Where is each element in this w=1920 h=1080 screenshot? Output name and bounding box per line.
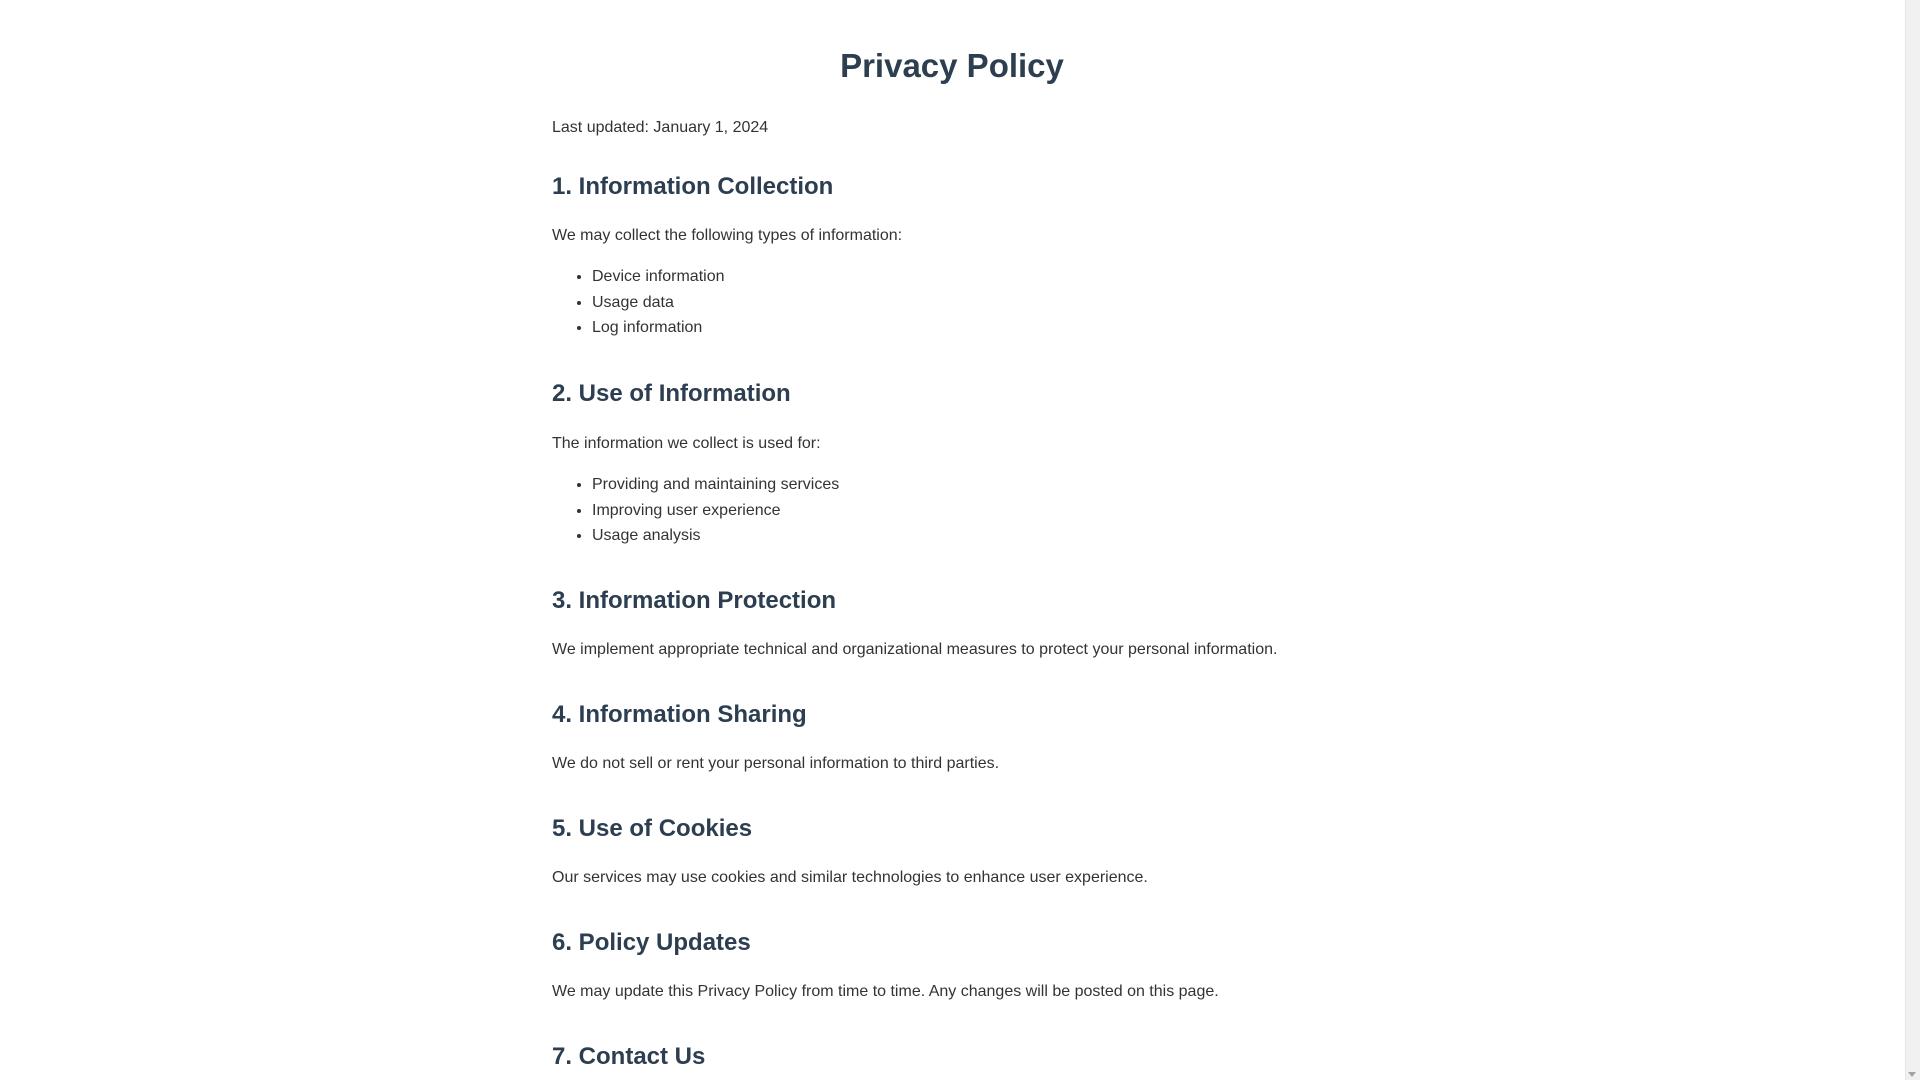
section-text: We may update this Privacy Policy from time to time. Any changes will be posted on this page. bbox=[552, 983, 1219, 1000]
section-policy-updates bbox=[552, 928, 1352, 1018]
list-item: • Device information bbox=[592, 264, 725, 290]
section-heading: 2. Use of Information bbox=[552, 380, 791, 407]
section-text: The information we collect is used for: bbox=[552, 435, 821, 452]
vertical-scrollbar[interactable] bbox=[1905, 0, 1920, 1080]
section-text: We may collect the following types of information: bbox=[552, 227, 903, 244]
section-list bbox=[552, 472, 839, 549]
section-text: We do not sell or rent your personal information to third parties. bbox=[552, 755, 1000, 772]
last-updated-text: Last updated: January 1, 2024 bbox=[552, 119, 769, 136]
section-use-of-information bbox=[552, 379, 1352, 559]
section-heading: 6. Policy Updates bbox=[552, 929, 751, 956]
list-item: • Improving user experience bbox=[592, 498, 839, 524]
section-information-sharing bbox=[552, 700, 1352, 790]
section-information-protection bbox=[552, 586, 1352, 676]
section-text: We implement appropriate technical and organizational measures to protect your personal information. bbox=[552, 641, 1278, 658]
section-contact-us bbox=[552, 1042, 1352, 1080]
section-heading: 1. Information Collection bbox=[552, 173, 834, 200]
section-heading: 5. Use of Cookies bbox=[552, 815, 753, 842]
section-list bbox=[552, 264, 725, 341]
section-heading: 4. Information Sharing bbox=[552, 701, 807, 728]
page-title: Privacy Policy bbox=[840, 47, 1064, 84]
section-heading: 7. Contact Us bbox=[552, 1043, 706, 1070]
section-use-of-cookies bbox=[552, 814, 1352, 904]
list-item: • Usage analysis bbox=[592, 523, 839, 549]
section-information-collection bbox=[552, 172, 1352, 352]
section-heading: 3. Information Protection bbox=[552, 587, 837, 614]
list-item: • Usage data bbox=[592, 290, 725, 316]
policy-content bbox=[552, 0, 1352, 1070]
list-item: • Providing and maintaining services bbox=[592, 472, 839, 498]
section-text: Our services may use cookies and similar technologies to enhance user experience. bbox=[552, 869, 1148, 886]
list-item: • Log information bbox=[592, 315, 725, 341]
scroll-down-arrow-icon[interactable] bbox=[1908, 1072, 1916, 1077]
